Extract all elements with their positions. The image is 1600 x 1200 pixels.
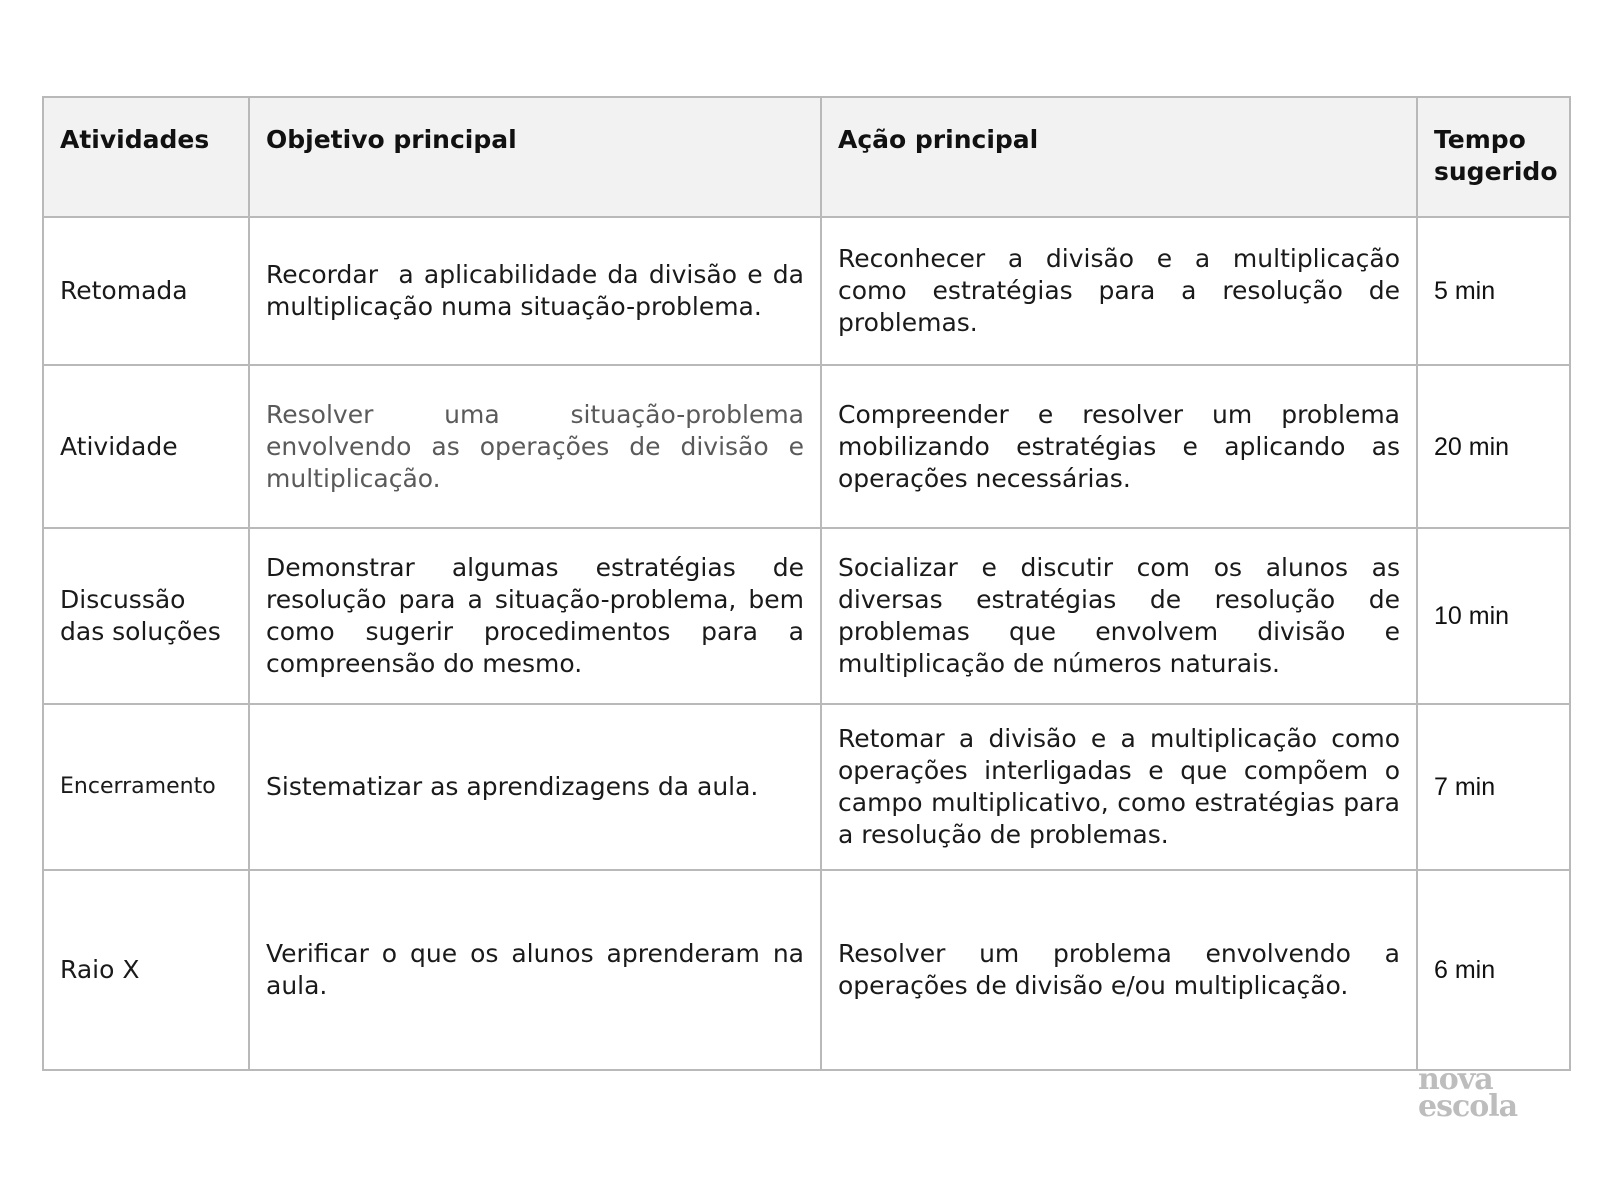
nova-escola-logo [1418, 1062, 1518, 1124]
action-cell: Reconhecer a divisão e a multiplicação como estratégias para a resolução de problemas. [821, 217, 1417, 365]
logo-line-nova: nova [1418, 1062, 1493, 1097]
table-header-row [43, 97, 1570, 217]
action-cell: Compreender e resolver um problema mobilizando estratégias e aplicando as operações necessárias. [821, 365, 1417, 528]
action-cell: Retomar a divisão e a multiplicação como operações interligadas e que compõem o campo multiplicativo, como estratégias para a resolução de problemas. [821, 704, 1417, 870]
header-acao-principal: Ação principal [821, 97, 1417, 217]
header-tempo-sugerido: Tempo sugerido [1417, 97, 1570, 217]
time-cell: 7 min [1417, 704, 1570, 870]
action-cell: Socializar e discutir com os alunos as diversas estratégias de resolução de problemas que envolvem divisão e multiplicação de números naturais. [821, 528, 1417, 704]
objective-cell: Recordar a aplicabilidade da divisão e da multiplicação numa situação-problema. [249, 217, 821, 365]
header-atividades: Atividades [43, 97, 249, 217]
header-objetivo-principal: Objetivo principal [249, 97, 821, 217]
action-cell: Resolver um problema envolvendo a operações de divisão e/ou multiplicação. [821, 870, 1417, 1070]
table-row [43, 217, 1570, 365]
time-cell: 5 min [1417, 217, 1570, 365]
table-row [43, 704, 1570, 870]
activity-cell: Encerramento [43, 704, 249, 870]
objective-cell: Sistematizar as aprendizagens da aula. [249, 704, 821, 870]
table-row [43, 528, 1570, 704]
activity-cell: Retomada [43, 217, 249, 365]
time-cell: 20 min [1417, 365, 1570, 528]
activity-cell: Discussão das soluções [43, 528, 249, 704]
activity-cell: Atividade [43, 365, 249, 528]
activity-cell: Raio X [43, 870, 249, 1070]
logo-line-escola: escola [1418, 1089, 1518, 1124]
objective-cell: Verificar o que os alunos aprenderam na aula. [249, 870, 821, 1070]
objective-cell: Demonstrar algumas estratégias de resolução para a situação-problema, bem como sugerir procedimentos para a compreensão do mesmo. [249, 528, 821, 704]
time-cell: 6 min [1417, 870, 1570, 1070]
table-row [43, 870, 1570, 1070]
time-cell: 10 min [1417, 528, 1570, 704]
lesson-plan-table [42, 96, 1571, 1071]
objective-cell: Resolver uma situação-problema envolvendo as operações de divisão e multiplicação. [249, 365, 821, 528]
table-row [43, 365, 1570, 528]
